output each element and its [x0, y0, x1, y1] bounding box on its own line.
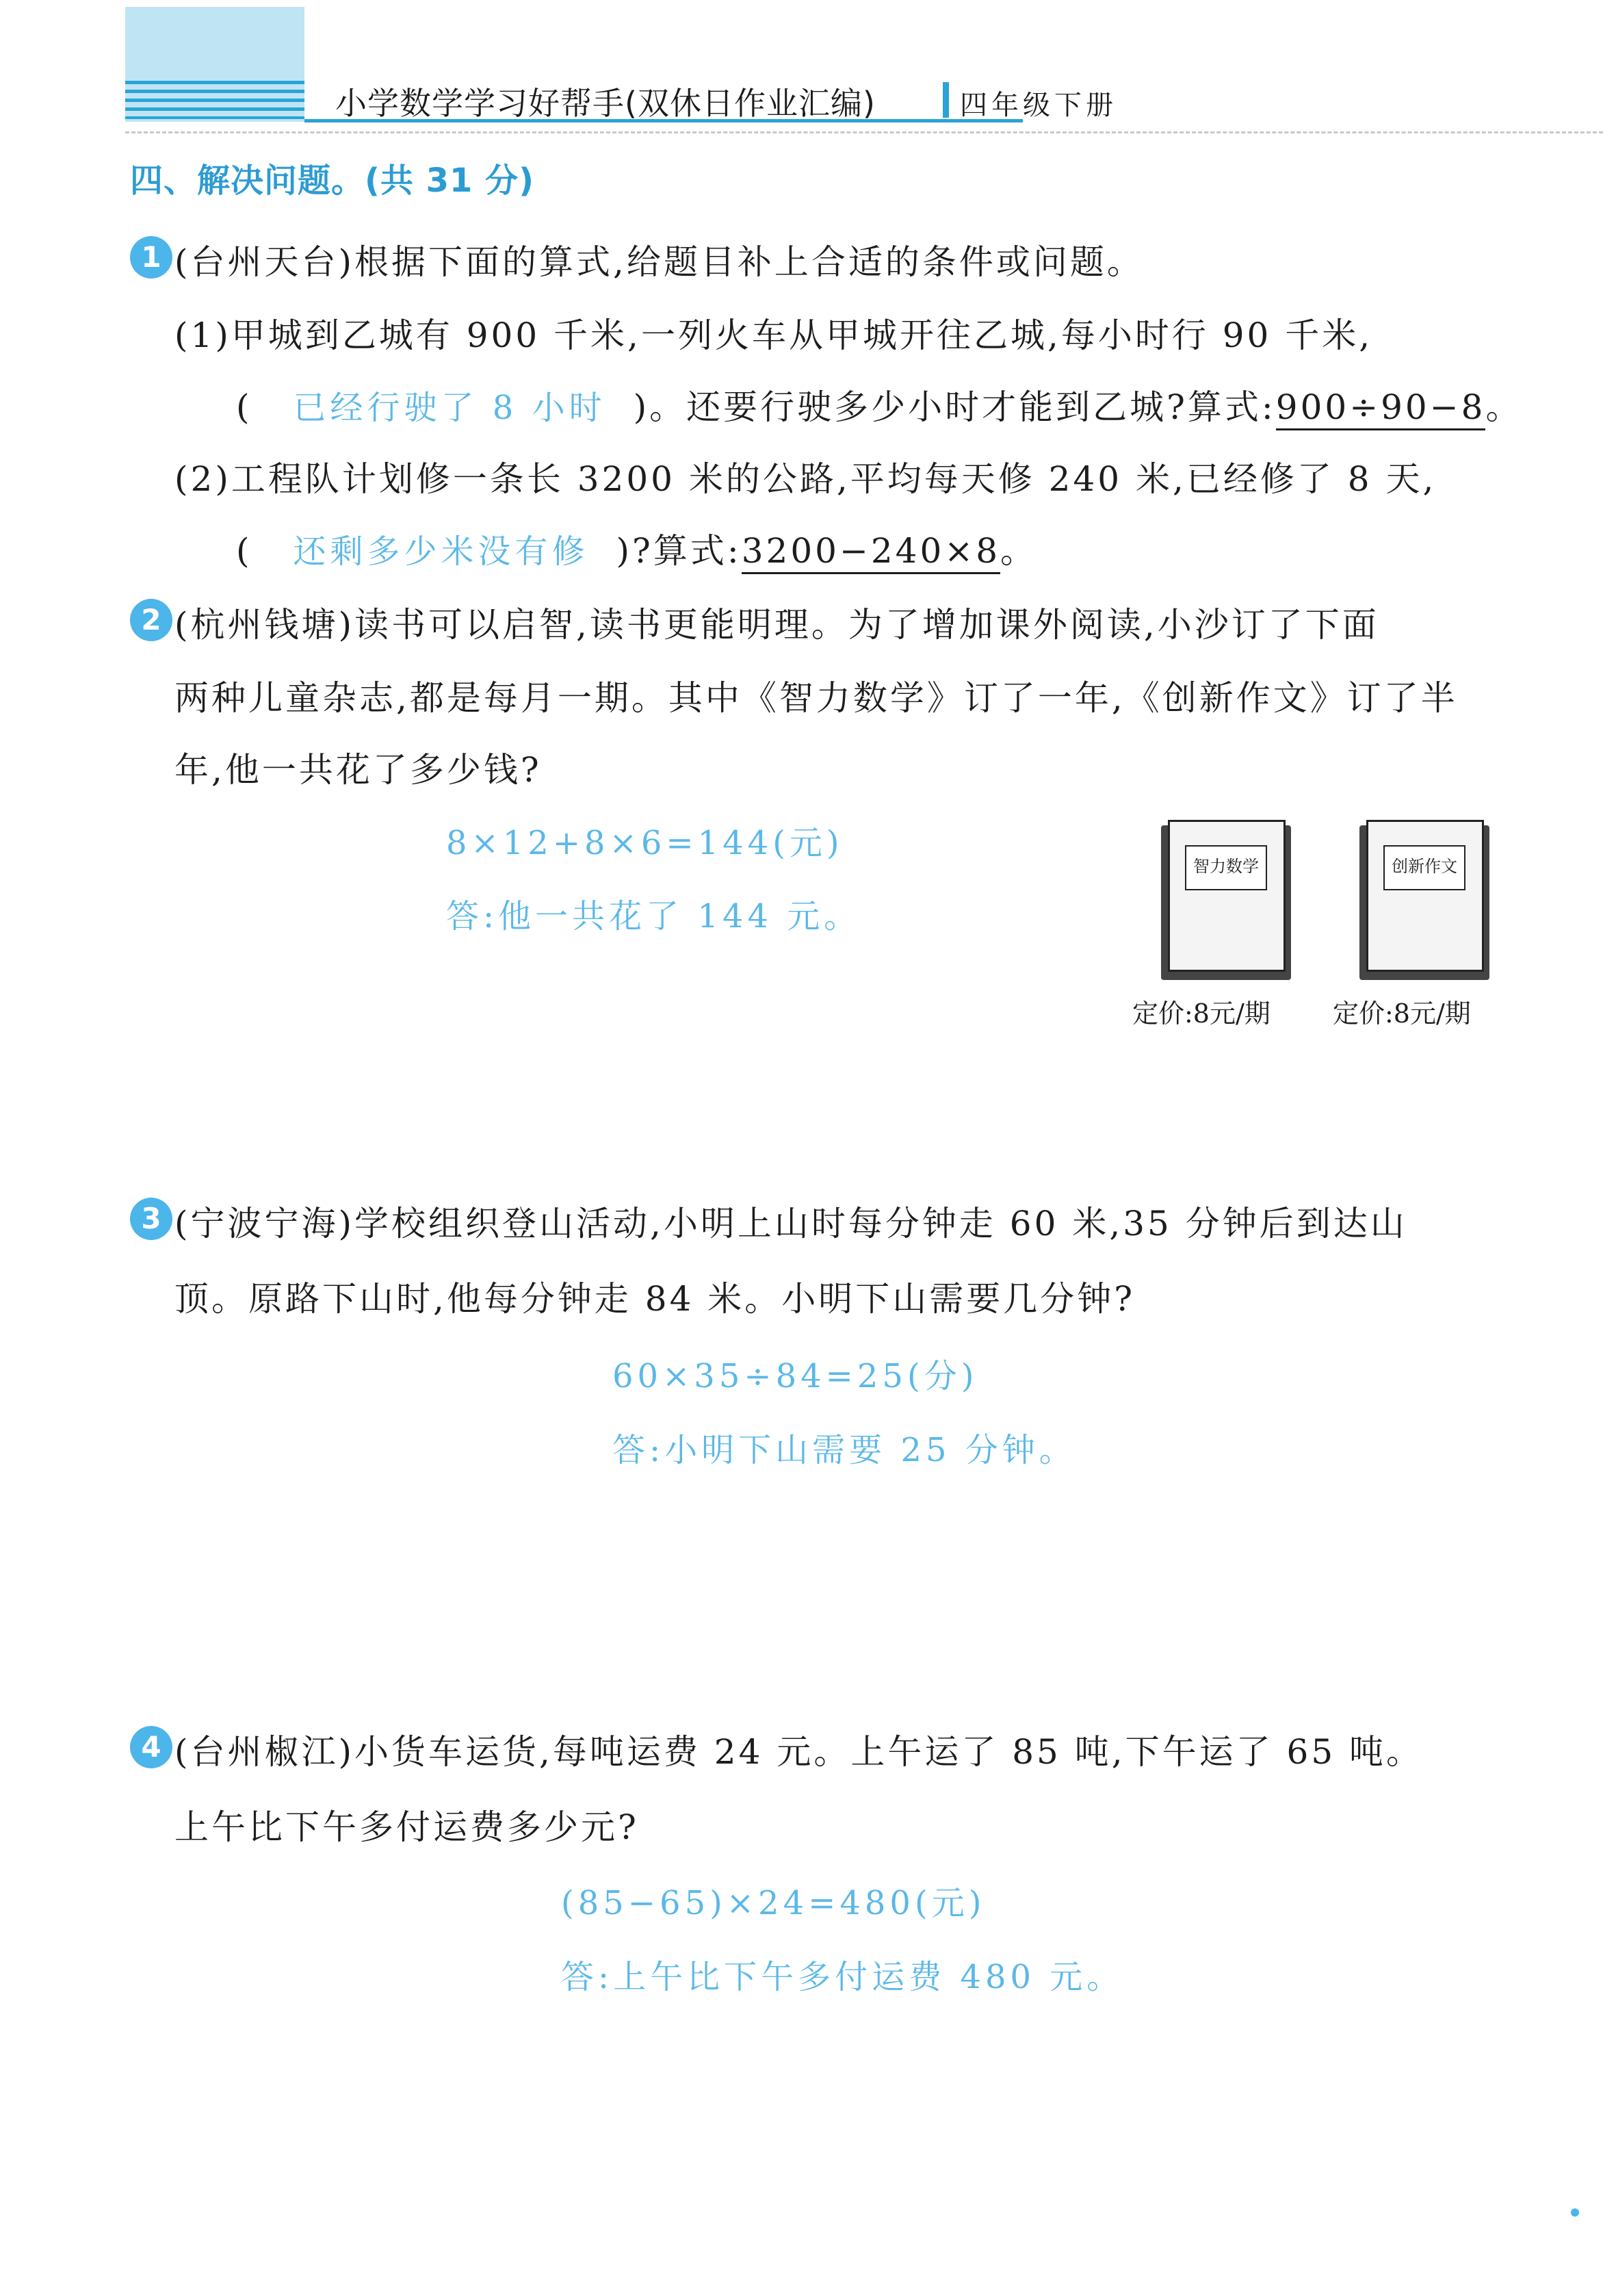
book-title-label: 智力数学: [1185, 845, 1267, 890]
magazine-book-2: [1359, 820, 1489, 979]
q4-line1: [174, 1725, 1423, 1774]
q3-line2: 顶。原路下山时,他每分钟走 84 米。小明下山需要几分钟?: [174, 1279, 1136, 1319]
q1-part1-line2: [236, 380, 1522, 429]
q1-part2-formula: 3200−240×8: [742, 531, 1000, 574]
open-paren: (: [236, 531, 252, 571]
q1-part2-line2: [236, 524, 1037, 573]
q3-answer-text: 答:小明下山需要 25 分钟。: [612, 1431, 1076, 1469]
q3-line1: [174, 1196, 1407, 1246]
q1-source: (台州天台): [174, 242, 355, 282]
q4-text: 小货车运货,每吨运费 24 元。上午运了 85 吨,下午运了 65 吨。: [354, 1732, 1424, 1772]
book-title-label: 创新作文: [1383, 845, 1465, 890]
q4-answer-formula: (85−65)×24=480(元): [561, 1884, 986, 1922]
book-title: 小学数学学习好帮手(双休日作业汇编): [335, 85, 876, 122]
q1-part1-line1: (1)甲城到乙城有 900 千米,一列火车从甲城开往乙城,每小时行 90 千米,: [174, 315, 1373, 355]
q1-prompt: [174, 235, 1144, 284]
q3-text: 学校组织登山活动,小明上山时每分钟走 60 米,35 分钟后到达山: [354, 1204, 1407, 1243]
book-2-price: 定价:8元/期: [1333, 998, 1471, 1029]
q2-line2: 两种儿童杂志,都是每月一期。其中《智力数学》订了一年,《创新作文》订了半: [174, 678, 1458, 718]
question-number-badge: 1: [130, 236, 172, 279]
book-cover: [1168, 820, 1286, 972]
q2-line1: [174, 597, 1379, 647]
header-stripes: [125, 81, 304, 119]
q1-text: 根据下面的算式,给题目补上合适的条件或问题。: [354, 242, 1144, 282]
question-number-badge: 4: [130, 1726, 172, 1768]
magazine-book-1: [1161, 820, 1291, 979]
question-number-badge: 2: [130, 599, 172, 641]
formula-label: 算式:: [653, 531, 742, 571]
question-number-badge: 3: [130, 1198, 172, 1240]
q4-answer-text: 答:上午比下午多付运费 480 元。: [561, 1958, 1124, 1996]
period: 。: [1000, 531, 1037, 571]
q2-text: 读书可以启智,读书更能明理。为了增加课外阅读,小沙订了下面: [354, 605, 1379, 645]
q1-part1-formula: 900÷90−8: [1276, 387, 1486, 430]
q1-part2-question: )?: [616, 531, 653, 571]
header-dashed-divider: [125, 131, 1603, 133]
formula-label: 算式:: [1187, 387, 1276, 427]
q2-answer-text: 答:他一共花了 144 元。: [446, 897, 861, 936]
header-separator: [943, 82, 949, 118]
q1-part2-line1: (2)工程队计划修一条长 3200 米的公路,平均每天修 240 米,已经修了 8 天,: [174, 459, 1437, 499]
q1-part1-answer: 已经行驶了 8 小时: [293, 389, 606, 427]
page-corner-dot: [1571, 2208, 1579, 2217]
period: 。: [1485, 387, 1523, 427]
open-paren: (: [236, 387, 252, 427]
q1-part1-question: )。还要行驶多少小时才能到乙城?: [633, 387, 1188, 427]
q2-source: (杭州钱塘): [174, 605, 355, 645]
q3-answer-formula: 60×35÷84=25(分): [612, 1357, 978, 1395]
q4-source: (台州椒江): [174, 1732, 355, 1772]
q4-line2: 上午比下午多付运费多少元?: [174, 1807, 639, 1847]
q3-source: (宁波宁海): [174, 1204, 355, 1243]
q1-part2-answer: 还剩多少米没有修: [293, 532, 589, 571]
grade-label: 四年级下册: [960, 90, 1117, 121]
q2-answer-formula: 8×12+8×6=144(元): [446, 824, 844, 862]
book-cover: [1366, 820, 1484, 972]
book-1-price: 定价:8元/期: [1132, 998, 1270, 1029]
q2-line3: 年,他一共花了多少钱?: [174, 750, 542, 790]
section-title: 四、解决问题。(共 31 分): [130, 162, 535, 200]
